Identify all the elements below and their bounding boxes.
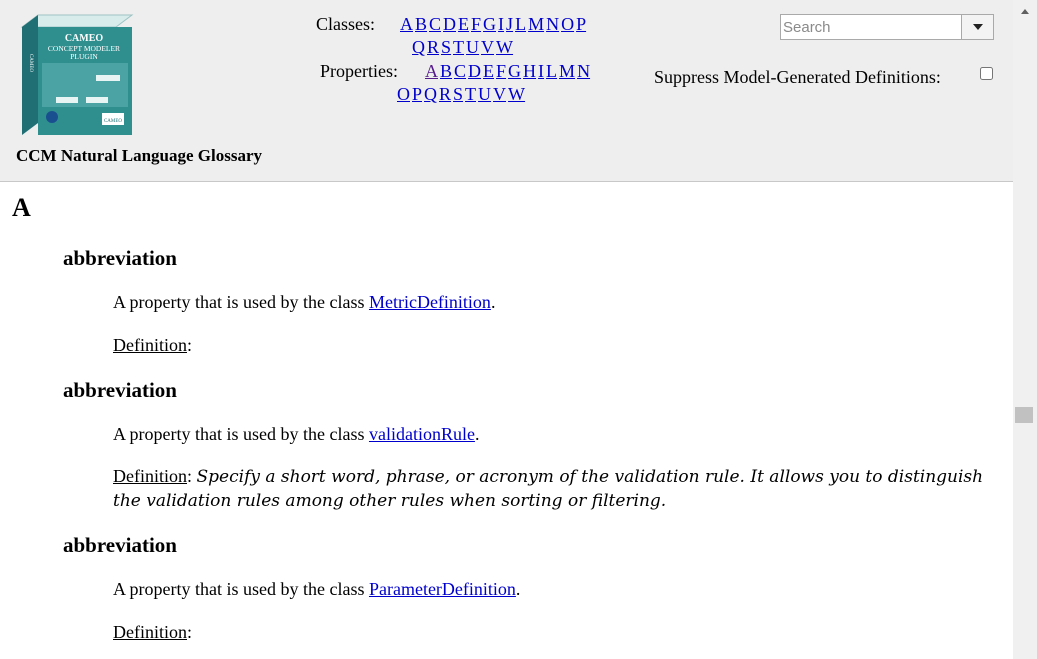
properties-letter-a[interactable]: A (425, 61, 438, 81)
cameo-product-box-logo (16, 13, 134, 137)
suppress-definitions-checkbox[interactable] (980, 67, 993, 80)
classes-letter-n[interactable]: N (546, 14, 560, 34)
classes-letter-j[interactable]: J (506, 14, 514, 34)
description-text: A property that is used by the class (113, 292, 369, 312)
chevron-down-icon (973, 24, 983, 30)
search-combobox (780, 14, 994, 40)
vertical-scrollbar[interactable] (1013, 0, 1037, 659)
properties-letter-e[interactable]: E (483, 61, 495, 81)
term-definition (113, 465, 993, 513)
search-dropdown-button[interactable] (961, 15, 993, 39)
classes-letter-o[interactable]: O (561, 14, 575, 34)
classes-letter-f[interactable]: F (471, 14, 482, 34)
properties-letter-f[interactable]: F (496, 61, 507, 81)
description-suffix: . (490, 292, 496, 312)
logo-spine: CAMEO (28, 53, 33, 73)
properties-label: Properties: (320, 61, 398, 81)
classes-label: Classes: (316, 14, 376, 34)
description-suffix: . (515, 579, 521, 599)
class-link-parameterdefinition[interactable]: ParameterDefinition (368, 579, 516, 599)
classes-letter-t[interactable]: T (453, 37, 465, 57)
classes-letter-u[interactable]: U (466, 37, 480, 57)
classes-letter-d[interactable]: D (443, 14, 457, 34)
definition-colon: : (187, 622, 193, 642)
classes-letter-l[interactable]: L (515, 14, 527, 34)
classes-letter-index (400, 13, 588, 36)
glossary-header (0, 0, 1013, 182)
term-description (113, 292, 495, 313)
logo-line1: CONCEPT MODELER (47, 44, 121, 53)
term-description (113, 424, 479, 445)
properties-letter-p[interactable]: P (412, 84, 423, 104)
scroll-thumb[interactable] (1015, 407, 1033, 423)
page-title: CCM Natural Language Glossary (16, 146, 263, 165)
properties-letter-q[interactable]: Q (424, 84, 438, 104)
classes-letter-v[interactable]: V (481, 37, 495, 57)
properties-letter-l[interactable]: L (546, 61, 558, 81)
properties-letter-b[interactable]: B (440, 61, 453, 81)
properties-letter-u[interactable]: U (478, 84, 492, 104)
glossary-term: abbreviation (63, 246, 177, 270)
classes-letter-s[interactable]: S (441, 37, 452, 57)
classes-letter-m[interactable]: M (528, 14, 545, 34)
definition-label: Definition (113, 335, 187, 355)
logo-badge: CAMEO (103, 119, 123, 124)
classes-letter-b[interactable]: B (415, 14, 428, 34)
properties-letter-s[interactable]: S (453, 84, 464, 104)
classes-letter-a[interactable]: A (400, 14, 413, 34)
properties-letter-m[interactable]: M (559, 61, 576, 81)
properties-letter-g[interactable]: G (508, 61, 522, 81)
properties-letter-c[interactable]: C (454, 61, 467, 81)
classes-letter-p[interactable]: P (576, 14, 587, 34)
term-definition (113, 621, 993, 644)
properties-letter-d[interactable]: D (468, 61, 482, 81)
classes-letter-e[interactable]: E (458, 14, 470, 34)
definition-label: Definition (113, 622, 187, 642)
properties-letter-v[interactable]: V (493, 84, 507, 104)
properties-letter-w[interactable]: W (508, 84, 526, 104)
definition-label: Definition (113, 466, 187, 486)
scroll-up-button[interactable] (1013, 0, 1037, 22)
properties-letter-n[interactable]: N (577, 61, 591, 81)
classes-letter-r[interactable]: R (427, 37, 440, 57)
letter-section-heading: A (12, 193, 31, 222)
search-input[interactable] (781, 15, 962, 39)
classes-letter-i[interactable]: I (498, 14, 505, 34)
classes-letter-w[interactable]: W (496, 37, 514, 57)
description-text: A property that is used by the class (113, 579, 369, 599)
properties-letter-index-row2 (397, 83, 527, 106)
glossary-term: abbreviation (63, 533, 177, 557)
definition-text: Specify a short word, phrase, or acronym of the validation rule. It allows you to distinguish the validation rules among other rules when sorting or filtering. (113, 467, 984, 511)
properties-letter-o[interactable]: O (397, 84, 410, 104)
classes-letter-q[interactable]: Q (412, 37, 425, 57)
logo-brand: CAMEO (64, 33, 104, 44)
term-definition (113, 334, 993, 357)
definition-colon: : (187, 335, 193, 355)
logo-line2: PLUGIN (70, 52, 98, 61)
classes-letter-c[interactable]: C (429, 14, 442, 34)
term-description (113, 579, 520, 600)
properties-letter-r[interactable]: R (439, 84, 452, 104)
properties-letter-i[interactable]: I (538, 61, 545, 81)
chevron-up-icon (1021, 9, 1029, 14)
glossary-content (0, 182, 1013, 659)
properties-letter-t[interactable]: T (465, 84, 477, 104)
classes-letter-g[interactable]: G (483, 14, 497, 34)
glossary-term: abbreviation (63, 378, 177, 402)
properties-letter-h[interactable]: H (523, 61, 537, 81)
class-link-validationrule[interactable]: validationRule (368, 424, 475, 444)
description-text: A property that is used by the class (113, 424, 369, 444)
description-suffix: . (474, 424, 480, 444)
classes-letter-index-row2 (412, 36, 515, 59)
properties-letter-index (425, 60, 592, 83)
class-link-metricdefinition[interactable]: MetricDefinition (368, 292, 491, 312)
suppress-definitions-label: Suppress Model-Generated Definitions: (654, 67, 941, 87)
definition-colon: : (187, 466, 193, 486)
